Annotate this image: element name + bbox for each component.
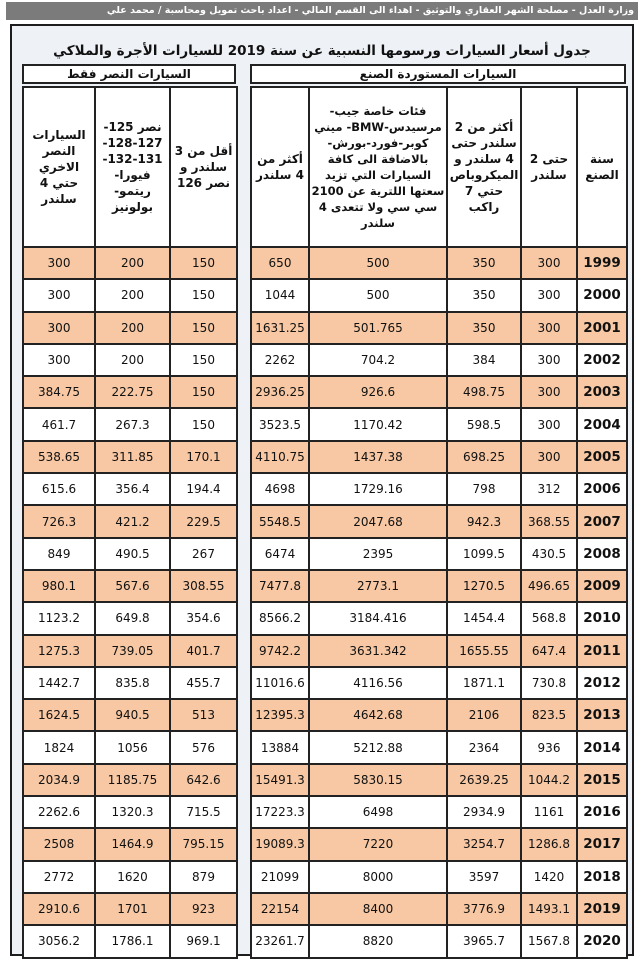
table-title: جدول أسعار السيارات ورسومها النسبية عن سنة 2019 للسيارات الأجرة والملاكي	[53, 43, 591, 59]
cell-upto2: 300	[521, 441, 577, 473]
cell-upto2: 936	[521, 731, 577, 763]
cell-year: 2004	[577, 408, 627, 440]
cell-nasr-other: 384.75	[23, 376, 95, 408]
cell-upto2: 1493.1	[521, 893, 577, 925]
cell-upto2: 1567.8	[521, 925, 577, 957]
cell-special: 1729.16	[309, 473, 447, 505]
cell-nasr-less3: 401.7	[170, 635, 237, 667]
cell-year: 2016	[577, 796, 627, 828]
cell-nasr-less3: 267	[170, 538, 237, 570]
table-row	[23, 570, 237, 602]
cell-year: 2018	[577, 861, 627, 893]
table-row	[251, 441, 627, 473]
cell-nasr-less3: 170.1	[170, 441, 237, 473]
cell-year: 2014	[577, 731, 627, 763]
table-row	[23, 699, 237, 731]
cell-nasr-models: 739.05	[95, 635, 170, 667]
cell-year: 2003	[577, 376, 627, 408]
group-header-nasr: السيارات النصر فقط	[22, 64, 236, 84]
cell-more4: 21099	[251, 861, 309, 893]
cell-nasr-less3: 150	[170, 376, 237, 408]
cell-upto2: 1161	[521, 796, 577, 828]
cell-special: 3631.342	[309, 635, 447, 667]
cell-upto2: 647.4	[521, 635, 577, 667]
table-row	[23, 312, 237, 344]
cell-year: 2005	[577, 441, 627, 473]
cell-nasr-models: 1185.75	[95, 764, 170, 796]
cell-nasr-less3: 715.5	[170, 796, 237, 828]
cell-year: 2010	[577, 602, 627, 634]
cell-nasr-models: 421.2	[95, 505, 170, 537]
cell-more4: 13884	[251, 731, 309, 763]
table-row	[251, 602, 627, 634]
cell-more4: 5548.5	[251, 505, 309, 537]
cell-more4: 1044	[251, 279, 309, 311]
cell-upto2: 430.5	[521, 538, 577, 570]
cell-nasr-less3: 194.4	[170, 473, 237, 505]
cell-special: 926.6	[309, 376, 447, 408]
cell-year: 2019	[577, 893, 627, 925]
table-row	[23, 376, 237, 408]
cell-nasr-other: 300	[23, 344, 95, 376]
cell-nasr-other: 461.7	[23, 408, 95, 440]
cell-nasr-models: 567.6	[95, 570, 170, 602]
cell-nasr-other: 1123.2	[23, 602, 95, 634]
table-row	[251, 667, 627, 699]
cell-nasr-less3: 455.7	[170, 667, 237, 699]
cell-nasr-less3: 795.15	[170, 828, 237, 860]
cell-year: 2006	[577, 473, 627, 505]
cell-special: 500	[309, 247, 447, 279]
cell-more2: 350	[447, 247, 521, 279]
cell-more4: 23261.7	[251, 925, 309, 957]
cell-nasr-less3: 879	[170, 861, 237, 893]
cell-year: 2007	[577, 505, 627, 537]
table-row	[251, 408, 627, 440]
cell-more2: 3776.9	[447, 893, 521, 925]
table-row	[23, 925, 237, 957]
cell-nasr-models: 835.8	[95, 667, 170, 699]
cell-nasr-other: 3056.2	[23, 925, 95, 957]
cell-more2: 2106	[447, 699, 521, 731]
cell-nasr-other: 615.6	[23, 473, 95, 505]
table-row	[23, 344, 237, 376]
col-header-special: فئات خاصة جيب-مرسيدس-BMW- ميني كوبر-فورد-بورش- بالاضافة الى كافة السيارات التي تزيد سعتها اللترية عن 2100 سي سي ولا تتعدى 4 سلندر	[309, 87, 447, 247]
cell-nasr-other: 300	[23, 247, 95, 279]
cell-special: 4642.68	[309, 699, 447, 731]
table-row	[251, 635, 627, 667]
cell-more2: 698.25	[447, 441, 521, 473]
cell-nasr-other: 980.1	[23, 570, 95, 602]
cell-upto2: 730.8	[521, 667, 577, 699]
table-row	[251, 247, 627, 279]
cell-more2: 1655.55	[447, 635, 521, 667]
cell-nasr-less3: 642.6	[170, 764, 237, 796]
table-row	[23, 764, 237, 796]
cell-more4: 4698	[251, 473, 309, 505]
cell-more2: 2364	[447, 731, 521, 763]
table-row	[23, 473, 237, 505]
cell-nasr-less3: 150	[170, 279, 237, 311]
cell-year: 2017	[577, 828, 627, 860]
cell-more4: 19089.3	[251, 828, 309, 860]
cell-nasr-other: 2262.6	[23, 796, 95, 828]
cell-nasr-less3: 308.55	[170, 570, 237, 602]
cell-nasr-other: 726.3	[23, 505, 95, 537]
table-row	[251, 279, 627, 311]
cell-nasr-other: 300	[23, 279, 95, 311]
cell-nasr-models: 1620	[95, 861, 170, 893]
cell-special: 2395	[309, 538, 447, 570]
cell-nasr-other: 300	[23, 312, 95, 344]
cell-year: 2015	[577, 764, 627, 796]
cell-more4: 9742.2	[251, 635, 309, 667]
cell-nasr-other: 2910.6	[23, 893, 95, 925]
cell-special: 1170.42	[309, 408, 447, 440]
cell-special: 8000	[309, 861, 447, 893]
cell-special: 3184.416	[309, 602, 447, 634]
col-header-more4: أكثر من 4 سلندر	[251, 87, 309, 247]
cell-nasr-models: 1786.1	[95, 925, 170, 957]
cell-upto2: 300	[521, 376, 577, 408]
col-header-year: سنة الصنع	[577, 87, 627, 247]
cell-upto2: 312	[521, 473, 577, 505]
cell-more4: 22154	[251, 893, 309, 925]
cell-nasr-models: 940.5	[95, 699, 170, 731]
cell-nasr-less3: 150	[170, 344, 237, 376]
col-header-nasr-other: السيارات النصر الاخري حتي 4 سلندر	[23, 87, 95, 247]
cell-more4: 2936.25	[251, 376, 309, 408]
cell-upto2: 300	[521, 408, 577, 440]
cell-special: 2773.1	[309, 570, 447, 602]
imported-table	[250, 86, 628, 959]
group-header-imported: السيارات المستوردة الصنع	[250, 64, 626, 84]
cell-more4: 2262	[251, 344, 309, 376]
cell-nasr-less3: 923	[170, 893, 237, 925]
table-row	[23, 538, 237, 570]
table-row	[251, 893, 627, 925]
cell-more4: 650	[251, 247, 309, 279]
cell-upto2: 1420	[521, 861, 577, 893]
col-header-more2: أكثر من 2 سلندر حتى 4 سلندر و الميكروباص حتي 7 راكب	[447, 87, 521, 247]
table-row	[251, 828, 627, 860]
cell-nasr-models: 200	[95, 247, 170, 279]
table-row	[251, 570, 627, 602]
cell-nasr-less3: 576	[170, 731, 237, 763]
cell-nasr-less3: 150	[170, 247, 237, 279]
cell-upto2: 1044.2	[521, 764, 577, 796]
cell-more4: 7477.8	[251, 570, 309, 602]
cell-upto2: 496.65	[521, 570, 577, 602]
cell-upto2: 300	[521, 279, 577, 311]
cell-special: 1437.38	[309, 441, 447, 473]
cell-more2: 942.3	[447, 505, 521, 537]
cell-more4: 4110.75	[251, 441, 309, 473]
cell-more2: 498.75	[447, 376, 521, 408]
table-row	[251, 925, 627, 957]
table-row	[23, 279, 237, 311]
cell-nasr-other: 2772	[23, 861, 95, 893]
cell-more4: 12395.3	[251, 699, 309, 731]
cell-nasr-models: 200	[95, 312, 170, 344]
cell-more4: 1631.25	[251, 312, 309, 344]
cell-nasr-other: 1824	[23, 731, 95, 763]
cell-nasr-models: 1701	[95, 893, 170, 925]
cell-special: 704.2	[309, 344, 447, 376]
cell-year: 2013	[577, 699, 627, 731]
cell-special: 5212.88	[309, 731, 447, 763]
cell-more4: 6474	[251, 538, 309, 570]
table-row	[23, 667, 237, 699]
col-header-nasr-models: نصر 125- 127-128- 131-132- فيورا-ريتمو- بولونيز	[95, 87, 170, 247]
table-row	[23, 635, 237, 667]
cell-nasr-models: 1056	[95, 731, 170, 763]
cell-nasr-less3: 229.5	[170, 505, 237, 537]
cell-more2: 1099.5	[447, 538, 521, 570]
table-row	[251, 376, 627, 408]
document-header-line: وزارة العدل - مصلحة الشهر العقاري والتوثيق - اهداء الى القسم المالي - اعداد باحث تمويل ومحاسبة / محمد علي	[6, 2, 638, 20]
cell-year: 2000	[577, 279, 627, 311]
cell-nasr-other: 2034.9	[23, 764, 95, 796]
col-header-nasr-less3: أقل من 3 سلندر و نصر 126	[170, 87, 237, 247]
cell-upto2: 823.5	[521, 699, 577, 731]
cell-year: 2008	[577, 538, 627, 570]
cell-nasr-models: 267.3	[95, 408, 170, 440]
cell-special: 4116.56	[309, 667, 447, 699]
nasr-table	[22, 86, 238, 959]
cell-more4: 3523.5	[251, 408, 309, 440]
table-row	[251, 344, 627, 376]
cell-upto2: 368.55	[521, 505, 577, 537]
cell-more2: 350	[447, 279, 521, 311]
cell-year: 2012	[577, 667, 627, 699]
cell-nasr-models: 222.75	[95, 376, 170, 408]
cell-special: 500	[309, 279, 447, 311]
cell-special: 6498	[309, 796, 447, 828]
table-row	[23, 861, 237, 893]
cell-year: 2002	[577, 344, 627, 376]
cell-nasr-models: 1320.3	[95, 796, 170, 828]
cell-nasr-other: 1624.5	[23, 699, 95, 731]
table-row	[251, 861, 627, 893]
cell-more2: 1270.5	[447, 570, 521, 602]
cell-more2: 3965.7	[447, 925, 521, 957]
cell-nasr-less3: 150	[170, 408, 237, 440]
cell-nasr-other: 849	[23, 538, 95, 570]
table-row	[23, 408, 237, 440]
cell-year: 2011	[577, 635, 627, 667]
table-row	[251, 312, 627, 344]
cell-nasr-models: 490.5	[95, 538, 170, 570]
cell-more2: 384	[447, 344, 521, 376]
cell-year: 2020	[577, 925, 627, 957]
cell-nasr-less3: 969.1	[170, 925, 237, 957]
cell-upto2: 300	[521, 312, 577, 344]
cell-nasr-other: 1275.3	[23, 635, 95, 667]
cell-year: 2009	[577, 570, 627, 602]
table-row	[251, 699, 627, 731]
cell-year: 2001	[577, 312, 627, 344]
cell-special: 8820	[309, 925, 447, 957]
cell-more4: 15491.3	[251, 764, 309, 796]
cell-upto2: 568.8	[521, 602, 577, 634]
cell-nasr-other: 1442.7	[23, 667, 95, 699]
cell-special: 2047.68	[309, 505, 447, 537]
cell-nasr-models: 200	[95, 344, 170, 376]
cell-more4: 8566.2	[251, 602, 309, 634]
cell-upto2: 1286.8	[521, 828, 577, 860]
cell-nasr-other: 538.65	[23, 441, 95, 473]
table-row	[23, 893, 237, 925]
cell-more2: 1454.4	[447, 602, 521, 634]
cell-more4: 17223.3	[251, 796, 309, 828]
table-row	[251, 538, 627, 570]
table-row	[23, 602, 237, 634]
cell-special: 8400	[309, 893, 447, 925]
table-row	[251, 731, 627, 763]
table-row	[23, 505, 237, 537]
table-row	[251, 473, 627, 505]
table-row	[251, 505, 627, 537]
cell-nasr-models: 649.8	[95, 602, 170, 634]
cell-nasr-models: 311.85	[95, 441, 170, 473]
cell-nasr-less3: 150	[170, 312, 237, 344]
cell-nasr-models: 1464.9	[95, 828, 170, 860]
cell-more2: 350	[447, 312, 521, 344]
cell-special: 7220	[309, 828, 447, 860]
cell-special: 501.765	[309, 312, 447, 344]
table-row	[23, 828, 237, 860]
cell-nasr-models: 356.4	[95, 473, 170, 505]
table-row	[23, 731, 237, 763]
table-row	[251, 764, 627, 796]
table-row	[23, 247, 237, 279]
cell-more2: 2934.9	[447, 796, 521, 828]
cell-more2: 3597	[447, 861, 521, 893]
cell-year: 1999	[577, 247, 627, 279]
cell-nasr-other: 2508	[23, 828, 95, 860]
cell-upto2: 300	[521, 247, 577, 279]
cell-nasr-less3: 354.6	[170, 602, 237, 634]
cell-special: 5830.15	[309, 764, 447, 796]
cell-more4: 11016.6	[251, 667, 309, 699]
cell-more2: 1871.1	[447, 667, 521, 699]
table-row	[251, 796, 627, 828]
cell-more2: 598.5	[447, 408, 521, 440]
cell-nasr-models: 200	[95, 279, 170, 311]
cell-more2: 798	[447, 473, 521, 505]
cell-more2: 3254.7	[447, 828, 521, 860]
cell-more2: 2639.25	[447, 764, 521, 796]
table-row	[23, 441, 237, 473]
cell-nasr-less3: 513	[170, 699, 237, 731]
col-header-upto2: حتى 2 سلندر	[521, 87, 577, 247]
table-row	[23, 796, 237, 828]
cell-upto2: 300	[521, 344, 577, 376]
